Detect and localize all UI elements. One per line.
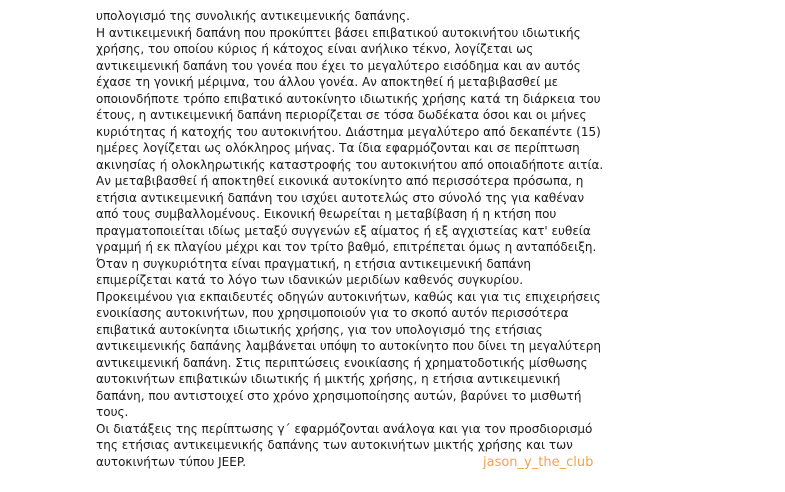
text-line: Οι διατάξεις της περίπτωσης γ΄ εφαρμόζονται ανάλογα και για τον προσδιορισμό [96,421,593,436]
text-line: επιβατικά αυτοκίνητα ιδιωτικής χρήσης, για τον υπολογισμό της ετήσιας [96,322,543,337]
text-line: δαπάνη, που αντιστοιχεί στο χρόνο χρησιμοποίησης αυτών, βαρύνει το μισθωτή [96,388,582,403]
text-line: Η αντικειμενική δαπάνη που προκύπτει βάσει επιβατικού αυτοκινήτου ιδιωτικής [96,25,581,40]
text-line: έχασε τη γονική μέριμνα, του άλλου γονέα. Αν αποκτηθεί ή μεταβιβασθεί με [96,75,559,89]
text-line: αντικειμενικής δαπάνης λαμβάνεται υπόψη το αυτοκίνητο που δίνει τη μεγαλύτερη [96,339,601,353]
text-line: έτους, η αντικειμενική δαπάνη περιορίζεται σε τόσα δωδέκατα όσοι και οι μήνες [96,108,587,122]
text-line: Προκειμένου για εκπαιδευτές οδηγών αυτοκινήτων, καθώς και για τις επιχειρήσεις [96,289,601,304]
text-line: αυτοκινήτων επιβατικών ιδιωτικής ή μικτής χρήσης, η ετήσια αντικειμενική [96,372,561,386]
text-line: οποιονδήποτε τρόπο επιβατικό αυτοκίνητο ιδιωτικής χρήσης κατά τη διάρκεια του [96,91,601,106]
document-body [96,8,696,470]
text-line: Αν μεταβιβασθεί ή αποκτηθεί εικονικά αυτοκίνητο από περισσότερα πρόσωπα, η [96,174,584,188]
text-line: Όταν η συγκυριότητα είναι πραγματική, η ετήσια αντικειμενική δαπάνη [96,256,532,271]
text-line: γραμμή ή εκ πλαγίου μέχρι και τον τρίτο βαθμό, επιτρέπεται όμως η ανταπόδειξη. [96,240,597,254]
text-line: αυτοκινήτων τύπου JEEP. [96,454,247,469]
text-line: υπολογισμό της συνολικής αντικειμενικής δαπάνης. [96,9,410,23]
text-line: της ετήσιας αντικειμενικής δαπάνης των αυτοκινήτων μικτής χρήσης και των [96,438,573,452]
text-line: ενοικίασης αυτοκινήτων, που χρησιμοποιούν για το σκοπό αυτόν περισσότερα [96,306,569,320]
text-line: πραγματοποιείται ιδίως μεταξύ συγγενών εξ αίματος ή εξ αγχιστείας κατ' ευθεία [96,223,591,238]
text-line: αντικειμενική δαπάνη. Στις περιπτώσεις ενοικίασης ή χρηματοδοτικής μίσθωσης [96,355,588,370]
text-line: ακινησίας ή ολοκληρωτικής καταστροφής του αυτοκινήτου από οποιαδήποτε αιτία. [96,157,604,172]
text-line: από τους συμβαλλομένους. Εικονική θεωρείται η μεταβίβαση ή η κτήση που [96,207,557,221]
text-line: αντικειμενική δαπάνη του γονέα που έχει το μεγαλύτερο εισόδημα και αν αυτός [96,58,581,73]
text-line: ετήσια αντικειμενική δαπάνη του ισχύει αυτοτελώς στο σύνολό της για καθέναν [96,190,585,205]
text-line: χρήσης, του οποίου κύριος ή κάτοχος είναι ανήλικο τέκνο, λογίζεται ως [96,42,534,56]
text-line: επιμερίζεται κατά το λόγο των ιδανικών μεριδίων καθενός συγκυρίου. [96,273,524,287]
text-line: τους. [96,405,129,419]
watermark: jason_y_the_club [483,455,594,470]
text-line: κυριότητας ή κατοχής του αυτοκινήτου. Διάστημα μεγαλύτερο από δεκαπέντε (15) [96,124,601,139]
text-line: ημέρες λογίζεται ως ολόκληρος μήνας. Τα ίδια εφαρμόζονται και σε περίπτωση [96,141,580,155]
